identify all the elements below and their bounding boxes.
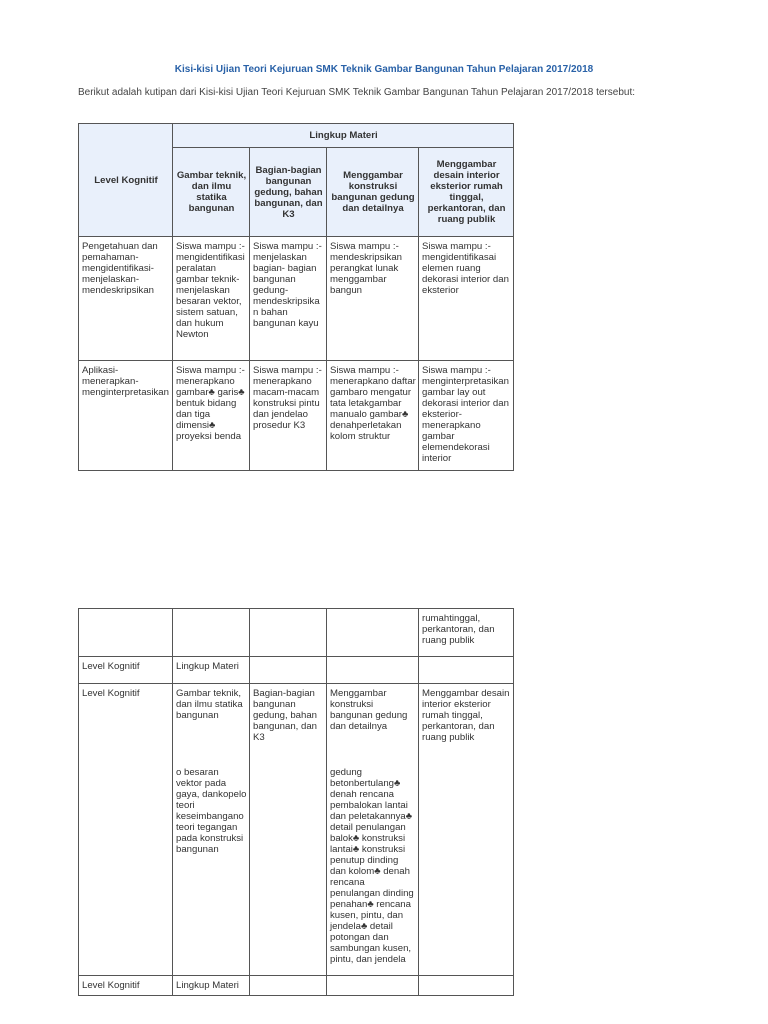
table-cell: Siswa mampu :-menerapkano daftar gambaro mengatur tata letakgambar manualo gambar♣ denahperletakan kolom struktur [327,361,419,471]
table-cell [327,975,419,995]
level-cell: Pengetahuan dan pemahaman-mengidentifikasi-menjelaskan-mendeskripsikan [79,237,173,361]
table-row [79,237,514,361]
column-header: Menggambar desain interior eksterior rumah tinggal, perkantoran, dan ruang publik [419,148,514,237]
level-cell: Level Kognitif [79,657,173,677]
table-row [79,763,514,975]
table-cell: Siswa mampu :-mengidentifikasi peralatan gambar teknik-menjelaskan besaran vektor, sistem satuan, dan hukum Newton [173,237,250,361]
table-cell [173,609,250,657]
table-cell: rumahtinggal, perkantoran, dan ruang publik [419,609,514,657]
level-cell: Level Kognitif [79,683,173,763]
table-cell: Siswa mampu :-menerapkano macam-macam konstruksi pintu dan jendelao prosedur K3 [250,361,327,471]
table-cell [419,657,514,677]
table-cell [250,657,327,677]
kisi-kisi-table-continued [78,608,514,996]
table-row [79,609,514,657]
table-cell: Bagian-bagian bangunan gedung, bahan bangunan, dan K3 [250,683,327,763]
table-cell: Siswa mampu :-menjelaskan bagian- bagian bangunan gedung-mendeskripsikan bahan bangunan kayu [250,237,327,361]
table-cell: Siswa mampu :-mendeskripsikan perangkat lunak menggambar bangun [327,237,419,361]
table-cell: Menggambar konstruksi bangunan gedung dan detailnya [327,683,419,763]
table-cell: Lingkup Materi [173,657,250,677]
page-title: Kisi-kisi Ujian Teori Kejuruan SMK Teknik Gambar Bangunan Tahun Pelajaran 2017/2018 [174,64,594,75]
table-cell: Siswa mampu :-mengidentifikasai elemen ruang dekorasi interior dan eksterior [419,237,514,361]
level-cell: Aplikasi-menerapkan-menginterpretasikan [79,361,173,471]
table-cell [250,609,327,657]
header-level-kognitif: Level Kognitif [79,124,173,237]
column-header: Gambar teknik, dan ilmu statika bangunan [173,148,250,237]
column-header: Menggambar konstruksi bangunan gedung dan detailnya [327,148,419,237]
table-cell [327,657,419,677]
table-cell [419,763,514,975]
level-cell: Level Kognitif [79,975,173,995]
table-cell: Lingkup Materi [173,975,250,995]
table-cell [250,975,327,995]
level-cell [79,763,173,975]
table-row [79,361,514,471]
table-row [79,683,514,763]
table-cell: Gambar teknik, dan ilmu statika bangunan [173,683,250,763]
table-row [79,975,514,995]
kisi-kisi-table [78,123,514,471]
table-cell [79,609,173,657]
table-cell [327,609,419,657]
table-cell: Siswa mampu :-menginterpretasikan gambar lay out dekorasi interior dan eksterior-menerapkano gambar elemendekorasi interior [419,361,514,471]
intro-text: Berikut adalah kutipan dari Kisi-kisi Ujian Teori Kejuruan SMK Teknik Gambar Bangunan Tahun Pelajaran 2017/2018 tersebut: [78,87,636,98]
table-cell [250,763,327,975]
table-cell: Menggambar desain interior eksterior rumah tinggal, perkantoran, dan ruang publik [419,683,514,763]
table-cell: o besaran vektor pada gaya, dankopelo teori keseimbangano teori tegangan pada konstruksi bangunan [173,763,250,975]
column-header: Bagian-bagian bangunan gedung, bahan bangunan, dan K3 [250,148,327,237]
header-lingkup-materi: Lingkup Materi [173,124,514,148]
table-row [79,657,514,677]
table-cell [419,975,514,995]
table-cell: Siswa mampu :-menerapkano gambar♣ garis♣ bentuk bidang dan tiga dimensi♣ proyeksi benda [173,361,250,471]
table-cell: gedung betonbertulang♣ denah rencana pembalokan lantai dan peletakannya♣ detail penulangan balok♣ konstruksi lantai♣ konstruksi penutup dinding dan kolom♣ denah rencana penulangan dinding penahan♣ rencana kusen, pintu, dan jendela♣ detail potongan dan sambungan kusen, pintu, dan jendela [327,763,419,975]
